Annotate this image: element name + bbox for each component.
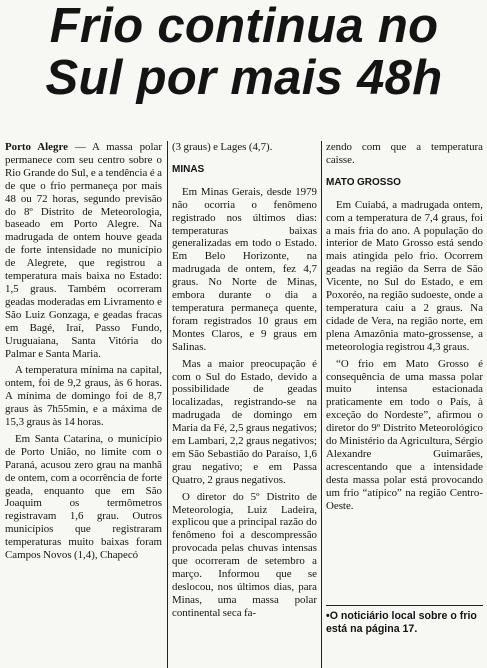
headline-line-2: Sul por mais 48h — [45, 51, 443, 105]
lead-paragraph — [5, 141, 162, 360]
local-news-note: •O noticiário local sobre o frio está na página 17. — [326, 605, 483, 636]
paragraph: O diretor do 5º Distrito de Meteorologia, Luiz Ladeira, explicou que a principal razão do fenômeno foi a descompressão provocada pelas chuvas intensas que ocorreram de setembro a março. Informou que se deslocou, nos últimos dias, para Minas, uma massa polar continental seca fa- — [172, 490, 317, 619]
article-column-3 — [326, 141, 483, 668]
column-rule-2 — [321, 141, 322, 668]
lead-text: — A massa polar permanece com seu centro sobre o Rio Grande do Sul, e a tendência é a de que o frio permaneça por mais 48 ou 72 horas, segundo previsão do 8º Distrito de Meteorologia, baseado em Porto Alegre. Na madrugada de ontem houve geada de forte intensidade no município de Alegrete, que registrou a temperatura mais baixa no Estado: 1,5 graus. Também ocorreram geadas moderadas em Livramento e São Luiz Gonzaga, e geadas fracas em Bagé, Iraí, Passo Fundo, Uruguaiana, Santa Vitória do Palmar e Santa Maria. — [5, 141, 162, 360]
dateline: Porto Alegre — [5, 141, 68, 153]
paragraph: Em Cuiabá, a madrugada ontem, com a temperatura de 7,4 graus, foi a mais fria do ano. A população do interior de Mato Grosso está sendo mais atingida pelo frio. Ocorrem geadas na região da Serra de São Vicente, no Sul do Estado, e em Poxoréo, na região sudoeste, onde a temperatura caiu a 2 graus. Na cidade de Vera, na região norte, em plena Amazônia mato-grossense, a meteorologia registrou 4,3 graus. — [326, 198, 483, 353]
subhead-minas: MINAS — [172, 163, 205, 175]
subhead-mato-grosso: MATO GROSSO — [326, 176, 401, 188]
column-rule-1 — [167, 141, 168, 668]
article-column-1 — [5, 141, 162, 668]
headline — [8, 0, 480, 104]
article-column-2 — [172, 141, 317, 668]
paragraph: “O frio em Mato Grosso é consequência de uma massa polar muito intensa estacionada praticamente em todo o País, à exceção do Nordeste”, afirmou o diretor do 9º Distrito Meteorológico do Ministério da Agricultura, Sérgio Alexandre Guimarães, acrescentando que a intensidade desta massa polar está provocando um frio “atípico” na região Centro-Oeste. — [326, 357, 483, 512]
headline-line-1: Frio continua no — [49, 0, 439, 53]
paragraph-continued: (3 graus) e Lages (4,7). — [172, 141, 273, 153]
paragraph: A temperatura mínima na capital, ontem, foi de 9,2 graus, às 6 horas. A mínima de domingo foi de 8,7 graus às 7h55min, e a máxima de 15,3 graus às 14 horas. — [5, 364, 162, 429]
paragraph: Mas a maior preocupação é com o Sul do Estado, devido a possibilidade de geadas localizadas, registrando-se na madrugada de domingo em Maria da Fé, 2,5 graus negativos; em Lambari, 2,2 graus negativos; em São Sebastião do Paraíso, 1,6 grau negativo; e em Passa Quatro, 2 graus negativos. — [172, 357, 317, 486]
paragraph: Em Minas Gerais, desde 1979 não ocorria o fenômeno registrado nos últimos dias: temperaturas baixas generalizadas em todo o Estado. Em Belo Horizonte, na madrugada de ontem, fez 4,7 graus. No Norte de Minas, embora durante o dia a temperatura permaneça quente, foram registrados 10 graus em Montes Claros, e 9 graus em Salinas. — [172, 185, 317, 353]
paragraph: Em Santa Catarina, o município de Porto União, no limite com o Paraná, acusou zero grau na manhã de ontem, com a ocorrência de forte geada, enquanto que em São Joaquim os termômetros registravam 1,6 grau. Outros municípios que registraram temperaturas muito baixas foram Campos Novos (1,4), Chapecó — [5, 432, 162, 562]
paragraph-continued: zendo com que a temperatura caisse. — [326, 141, 483, 166]
